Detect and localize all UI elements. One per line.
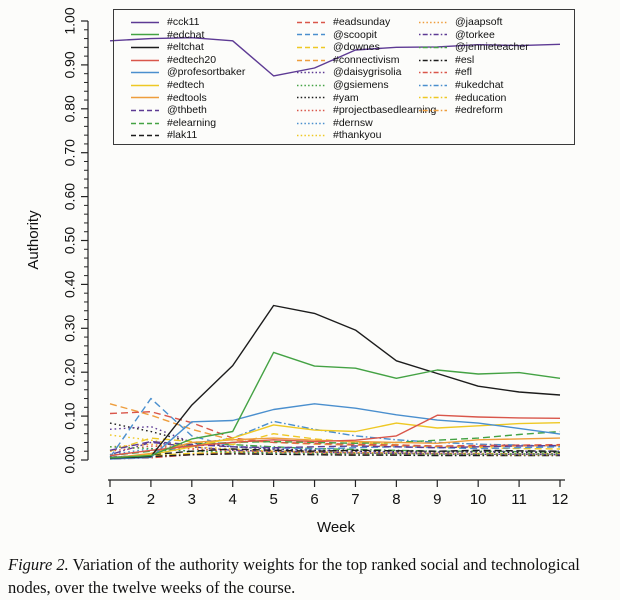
legend [113, 9, 575, 145]
legend-item-torkee [418, 29, 574, 42]
legend-line-sample [130, 68, 160, 77]
legend-line-sample [418, 56, 448, 65]
legend-item-jennieteacher [418, 41, 574, 54]
legend-item-jaapsoft [418, 16, 574, 29]
x-tick-label: 7 [351, 491, 360, 508]
legend-label: #connectivism [333, 53, 400, 66]
legend-item-esl [418, 54, 574, 67]
legend-label: #edtech [167, 78, 205, 91]
legend-item-edchat [130, 29, 296, 42]
y-tick-label: 0.70 [61, 139, 78, 167]
legend-line-sample [296, 119, 326, 128]
legend-line-sample [418, 106, 448, 115]
x-tick-label: 5 [269, 491, 278, 508]
legend-label: #projectbasedlearning [333, 104, 437, 117]
x-axis-title: Week [316, 519, 356, 536]
x-tick-label: 9 [433, 491, 442, 508]
legend-item-cck11 [130, 16, 296, 29]
legend-line-sample [296, 106, 326, 115]
legend-label: #eadsunday [333, 16, 391, 28]
legend-label: @thbeth [167, 104, 207, 117]
legend-item-edtech20 [130, 54, 296, 67]
legend-line-sample [418, 30, 448, 39]
legend-item-dernsw [296, 117, 418, 130]
legend-line-sample [130, 131, 160, 140]
legend-label: #esl [455, 53, 475, 66]
legend-line-sample [296, 43, 326, 52]
legend-label: #yam [333, 91, 359, 104]
x-tick-label: 3 [187, 491, 196, 508]
legend-label: #eltchat [167, 41, 204, 54]
legend-line-sample [296, 68, 326, 77]
y-tick-label: 0.20 [61, 358, 78, 386]
legend-item-thbeth [130, 104, 296, 117]
legend-item-yam [296, 92, 418, 105]
legend-line-sample [130, 43, 160, 52]
y-tick-label: 0.90 [61, 51, 78, 79]
legend-line-sample [296, 93, 326, 102]
legend-item-downes [296, 41, 418, 54]
x-tick-label: 2 [146, 491, 156, 508]
caption-text: Variation of the authority weights for the top ranked social and technological nodes, over the twelve weeks of the course. [8, 555, 580, 598]
legend-item-connectivism [296, 54, 418, 67]
legend-line-sample [130, 30, 160, 39]
legend-line-sample [130, 18, 160, 27]
y-tick-label: 0.30 [61, 314, 78, 342]
legend-label: @gsiemens [333, 78, 389, 91]
x-tick-label: 6 [310, 491, 319, 508]
legend-label: #lak11 [167, 129, 198, 142]
y-tick-label: 1.00 [61, 7, 78, 35]
legend-item-edtech [130, 79, 296, 92]
legend-label: #edtools [167, 91, 207, 104]
legend-line-sample [130, 81, 160, 90]
y-tick-label: 0.50 [61, 226, 78, 255]
legend-item-efl [418, 66, 574, 79]
legend-label: @torkee [455, 28, 495, 41]
legend-label: #edtech20 [167, 53, 217, 66]
legend-label: @scoopit [333, 28, 377, 41]
x-tick-label: 12 [551, 491, 569, 508]
legend-item-edtools [130, 92, 296, 105]
legend-item-education [418, 92, 574, 105]
x-tick-label: 1 [105, 491, 115, 508]
x-tick-label: 4 [228, 491, 237, 508]
legend-label: #education [455, 91, 507, 104]
series-line-edchat [110, 352, 560, 457]
y-tick-label: 0.10 [61, 402, 78, 430]
legend-label: @downes [333, 41, 380, 54]
legend-line-sample [130, 119, 160, 128]
legend-item-thankyou [296, 129, 418, 142]
legend-line-sample [418, 81, 448, 90]
y-axis-title: Authority [25, 210, 42, 270]
legend-label: @jennieteacher [455, 41, 529, 54]
legend-item-ukedchat [418, 79, 574, 92]
legend-label: @jaapsoft [455, 16, 503, 28]
legend-item-daisygrisolia [296, 66, 418, 79]
x-tick-label: 10 [469, 491, 487, 508]
legend-label: #thankyou [333, 129, 382, 142]
legend-line-sample [418, 68, 448, 77]
legend-item-profesortbaker [130, 66, 296, 79]
legend-line-sample [130, 106, 160, 115]
legend-label: #edreform [455, 104, 503, 117]
legend-label: @profesortbaker [167, 66, 246, 79]
legend-item-elearning [130, 117, 296, 130]
legend-label: #ukedchat [455, 78, 504, 91]
legend-line-sample [296, 81, 326, 90]
legend-line-sample [418, 93, 448, 102]
legend-label: #dernsw [333, 116, 373, 129]
legend-item-edreform [418, 104, 574, 117]
legend-line-sample [418, 18, 448, 27]
y-tick-label: 0.80 [61, 95, 78, 123]
legend-item-scoopit [296, 29, 418, 42]
y-tick-label: 0.40 [61, 270, 78, 299]
legend-line-sample [130, 56, 160, 65]
series-line-eltchat [110, 306, 560, 459]
legend-item-eltchat [130, 41, 296, 54]
legend-line-sample [296, 18, 326, 27]
y-tick-label: 0.60 [61, 182, 78, 211]
legend-line-sample [296, 131, 326, 140]
legend-item-gsiemens [296, 79, 418, 92]
x-tick-label: 8 [392, 491, 401, 508]
y-tick-label: 0.00 [61, 446, 78, 474]
legend-item-projectbasedlearning [296, 104, 437, 117]
legend-line-sample [296, 30, 326, 39]
legend-label: @daisygrisolia [333, 66, 402, 79]
legend-label: #cck11 [167, 16, 200, 28]
legend-line-sample [296, 56, 326, 65]
caption-figure-label: Figure 2. [8, 555, 69, 574]
legend-label: #efl [455, 66, 472, 79]
legend-item-lak11 [130, 129, 296, 142]
x-tick-label: 11 [511, 491, 527, 508]
figure-caption [8, 553, 612, 600]
legend-line-sample [130, 93, 160, 102]
legend-line-sample [418, 43, 448, 52]
legend-label: #elearning [167, 116, 217, 129]
legend-label: #edchat [167, 28, 205, 41]
legend-item-eadsunday [296, 16, 418, 29]
